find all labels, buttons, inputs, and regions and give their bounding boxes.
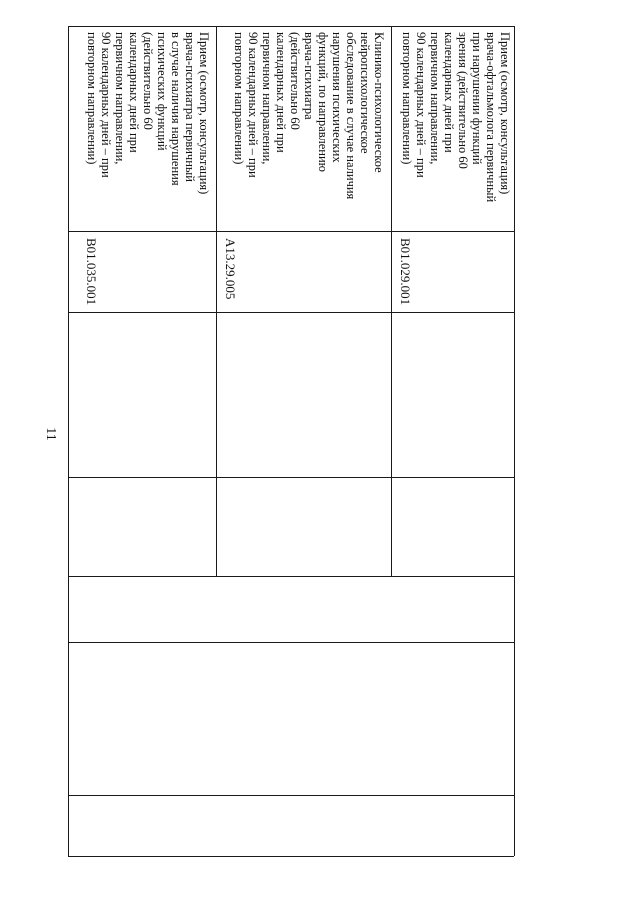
table-rule — [68, 312, 514, 313]
service-code: B01.029.001 — [398, 238, 413, 306]
service-code: B01.035.001 — [84, 238, 99, 306]
service-description: Клинико-психологическое нейропсихологическое обследование в случае наличия нарушения психических функций, по направлению врача-психиатра (действительно 60 календарных дней при первичном направлении, 90 календарных дней – при повторном направлении) — [232, 32, 386, 200]
table-rule — [216, 26, 217, 576]
table-rule — [68, 576, 514, 577]
table-rule — [68, 477, 514, 478]
service-description: Прием (осмотр, консультация) врача-психиатра первичный в случае наличия нарушения психических функций (действительно 60 календарных дней при первичном направлении, 90 календарных дней – при повторном направлении) — [85, 32, 211, 195]
table-border-bottom — [68, 856, 514, 857]
service-code: A13.29.005 — [223, 238, 238, 300]
table-border-top — [68, 26, 514, 27]
table-rule — [68, 642, 514, 643]
service-description: Прием (осмотр, консультация) врача-офтальмолога первичный при нарушении функций зрения (действительно 60 календарных дней при первичном направлении, 90 календарных дней – при повторном направлении) — [400, 32, 512, 203]
table-rule — [391, 26, 392, 576]
table-rule — [68, 795, 514, 796]
table-border-left — [68, 26, 69, 856]
table-rule — [68, 231, 514, 232]
page-number: 11 — [43, 427, 58, 441]
table-border-right — [514, 26, 515, 856]
